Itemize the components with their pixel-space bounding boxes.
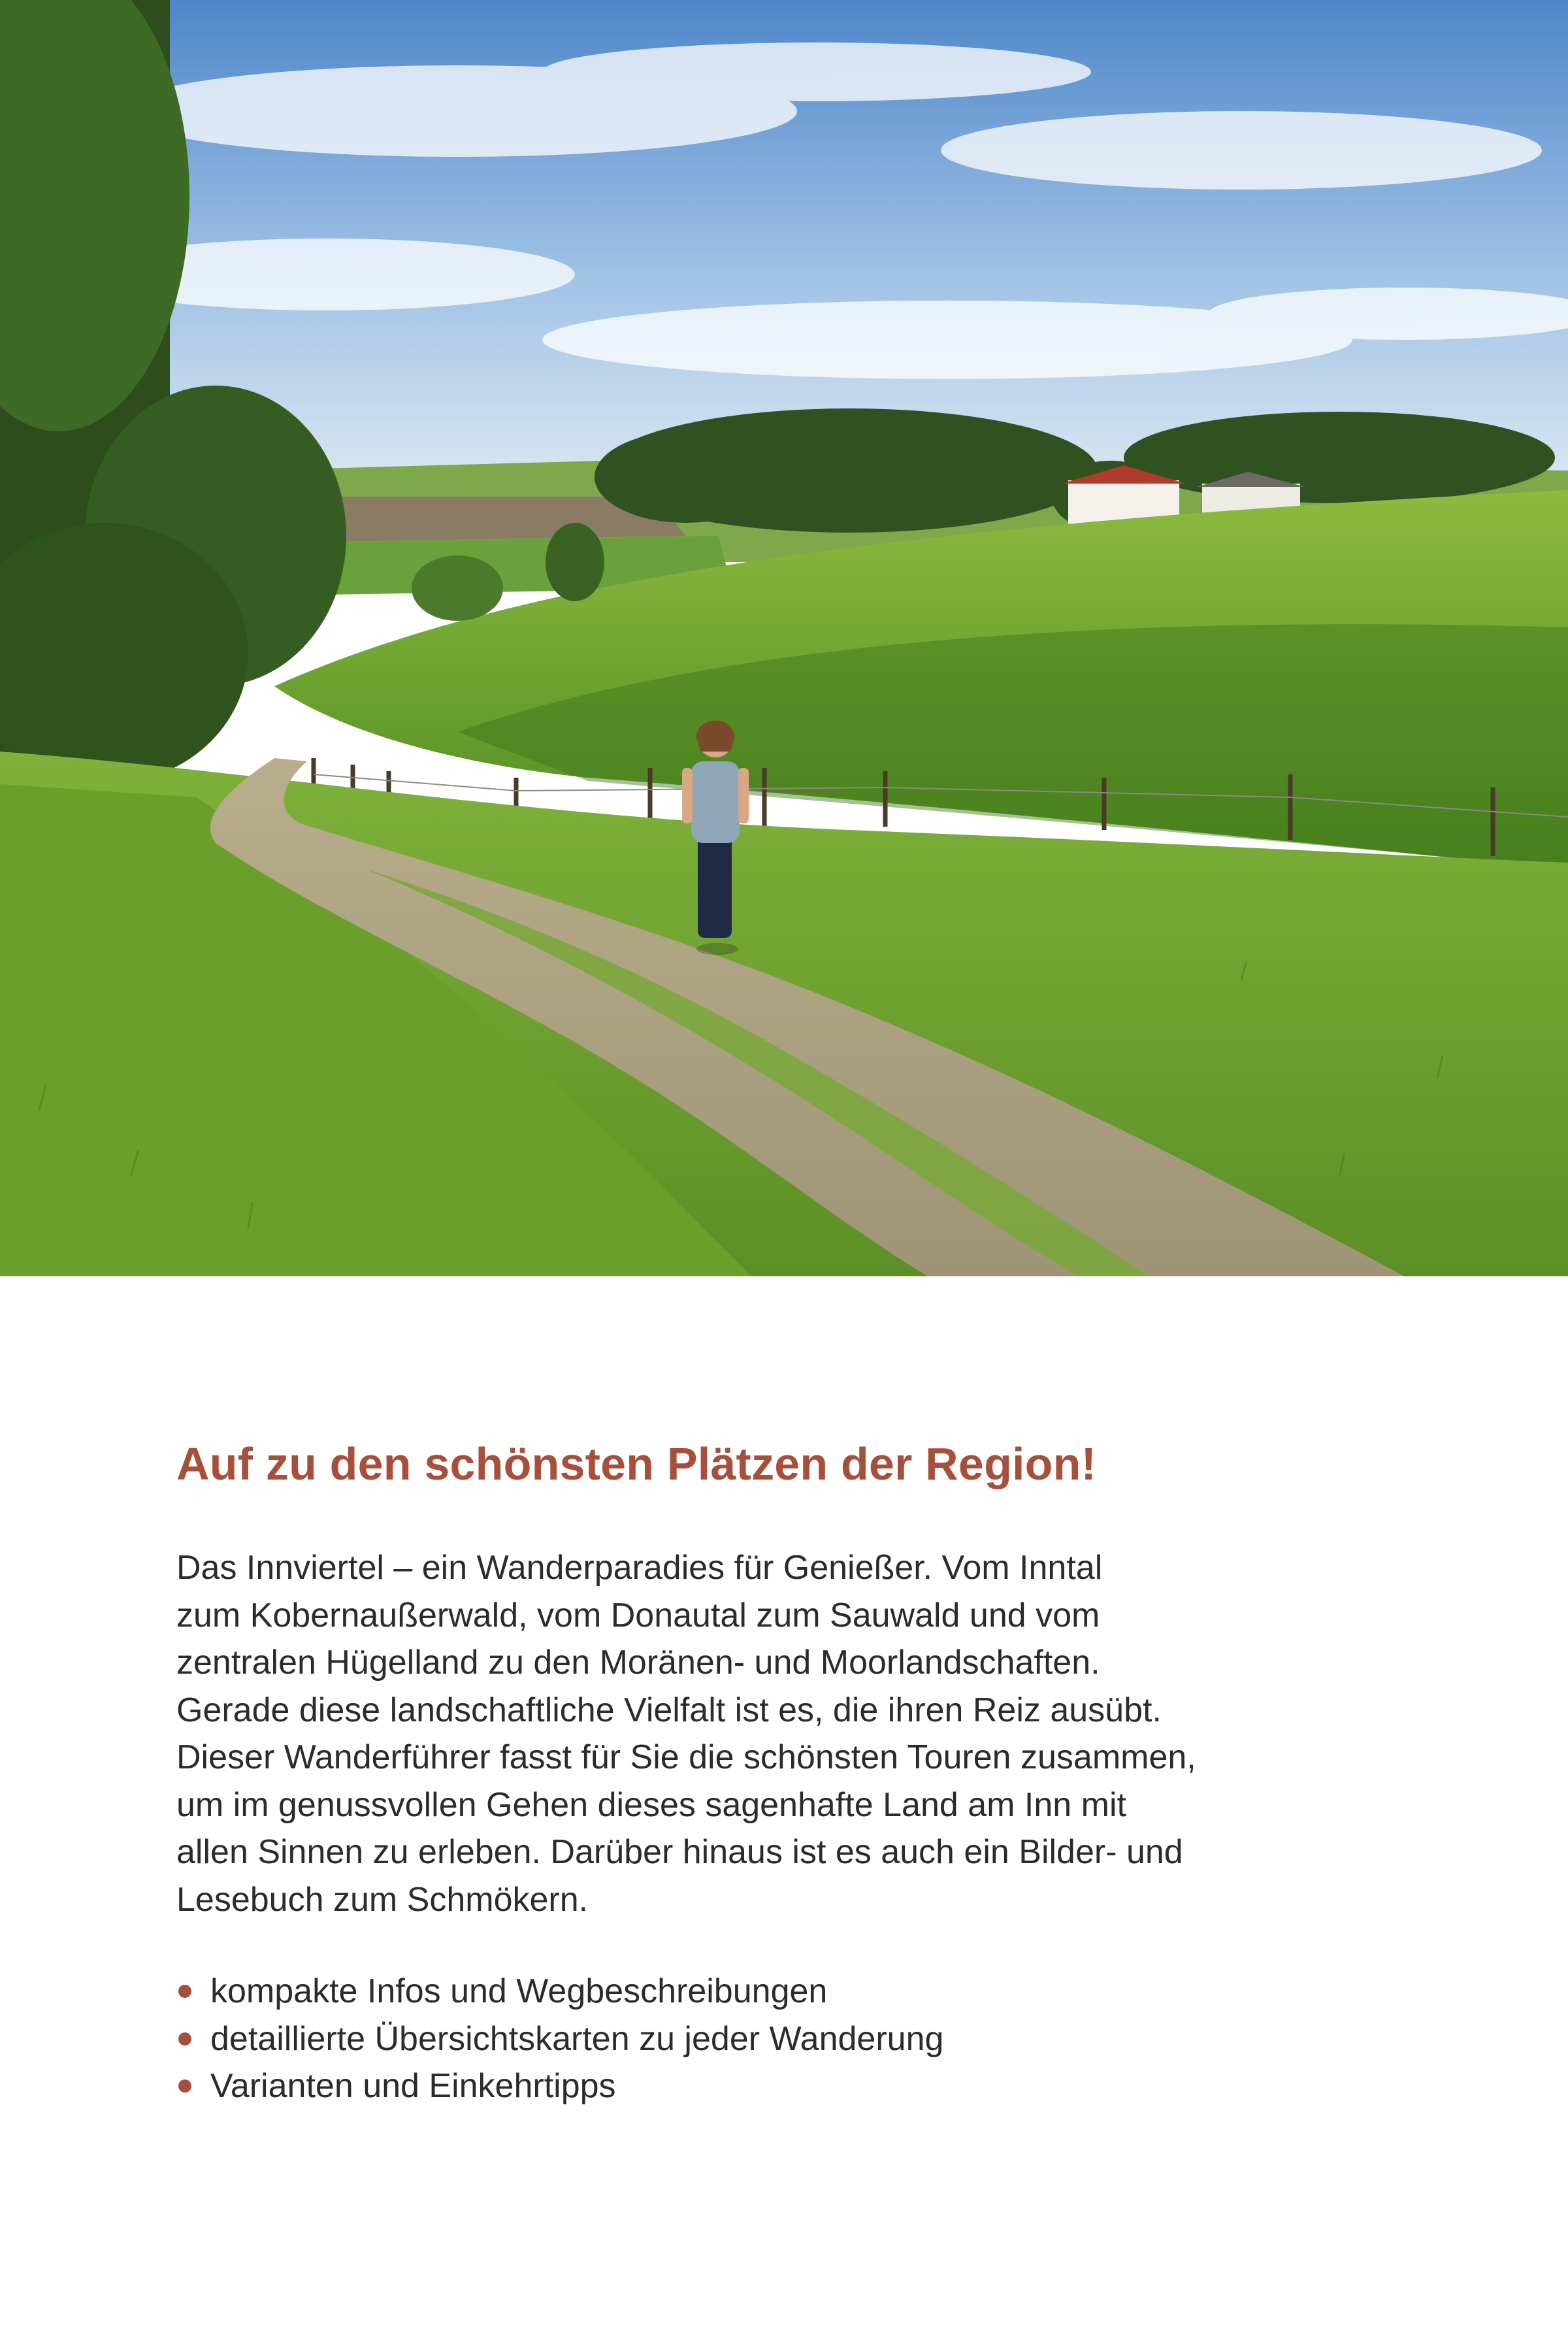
list-item-text: kompakte Infos und Wegbeschreibungen [210,1972,828,2010]
bullet-dot-icon [178,2079,191,2093]
paragraph-line: zentralen Hügelland zu den Moränen- und Moorlandschaften. [176,1644,1100,1681]
list-item [176,1968,1418,2015]
list-item [176,2015,1418,2063]
article [176,1434,1418,2110]
paragraph-line: Dieser Wanderführer fasst für Sie die schönsten Touren zusammen, [176,1738,1196,1776]
paragraph-line: Lesebuch zum Schmökern. [176,1880,589,1919]
bullet-dot-icon [178,1985,191,1998]
list-item-text: Varianten und Einkehrtipps [210,2067,616,2105]
paragraph-line: um im genussvollen Gehen dieses sagenhafte Land am Inn mit [176,1785,1126,1824]
paragraph-line: zum Kobernaußerwald, vom Donautal zum Sauwald und vom [176,1596,1100,1634]
paragraph-line: Das Innviertel – ein Wanderparadies für Genießer. Vom Inntal [176,1549,1103,1587]
intro-paragraph [176,1544,1418,1923]
list-item [176,2062,1418,2110]
headline: Auf zu den schönsten Plätzen der Region! [176,1438,1097,1489]
feature-list [176,1968,1418,2110]
paragraph-line: allen Sinnen zu erleben. Darüber hinaus ist es auch ein Bilder- und [176,1833,1183,1871]
paragraph-line: Gerade diese landschaftliche Vielfalt ist es, die ihren Reiz ausübt. [176,1691,1162,1729]
bullet-dot-icon [178,2032,191,2046]
list-item-text: detaillierte Übersichtskarten zu jeder Wanderung [210,2019,944,2058]
